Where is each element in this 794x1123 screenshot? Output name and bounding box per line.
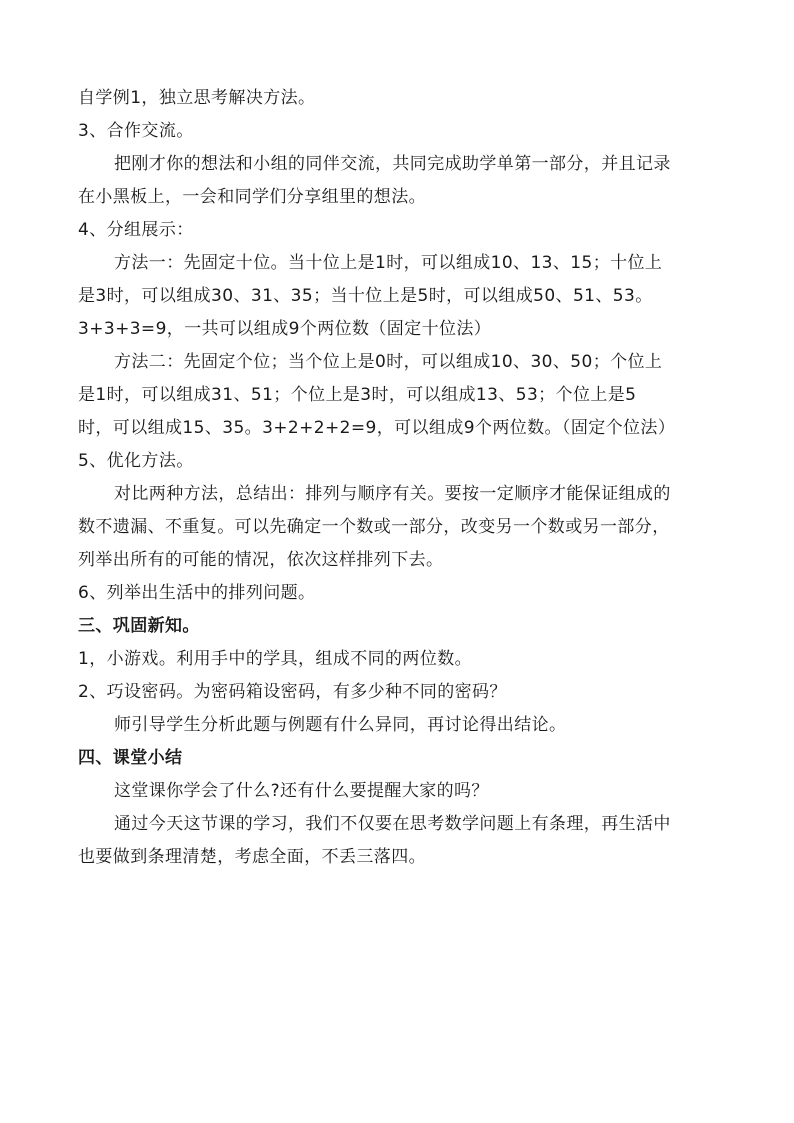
paragraph-line: 方法一：先固定十位。当十位上是1时，可以组成10、13、15；十位上	[114, 253, 663, 273]
paragraph-line: 师引导学生分析此题与例题有什么异同，再讨论得出结论。	[114, 715, 567, 735]
chapter-heading: 三、巩固新知。	[78, 616, 200, 636]
paragraph-line: 对比两种方法，总结出：排列与顺序有关。要按一定顺序才能保证组成的	[114, 484, 671, 504]
paragraph-line: 数不遗漏、不重复。可以先确定一个数或一部分，改变另一个数或另一部分，	[78, 517, 670, 537]
document-page	[78, 82, 718, 874]
paragraph-line: 时，可以组成15、35。3+2+2+2=9，可以组成9个两位数。（固定个位法）	[78, 418, 676, 438]
section-heading: 3、合作交流。	[78, 121, 194, 141]
paragraph-line: 在小黑板上，一会和同学们分享组里的想法。	[78, 187, 426, 207]
paragraph-line: 通过今天这节课的学习，我们不仅要在思考数学问题上有条理，再生活中	[114, 814, 671, 834]
paragraph-line: 3+3+3=9，一共可以组成9个两位数（固定十位法）	[78, 319, 492, 339]
chapter-heading: 四、课堂小结	[78, 748, 183, 768]
paragraph-line: 方法二：先固定个位；当个位上是0时，可以组成10、30、50；个位上	[114, 352, 663, 372]
text-line: 自学例1，独立思考解决方法。	[78, 88, 316, 108]
paragraph-line: 也要做到条理清楚，考虑全面，不丢三落四。	[78, 847, 426, 867]
paragraph-line: 列举出所有的可能的情况，依次这样排列下去。	[78, 550, 444, 570]
paragraph-line: 是3时，可以组成30、31、35；当十位上是5时，可以组成50、51、53。	[78, 286, 653, 306]
list-item: 2、巧设密码。为密码箱设密码，有多少种不同的密码？	[78, 682, 507, 702]
section-heading: 4、分组展示：	[78, 220, 194, 240]
paragraph-line: 是1时，可以组成31、51；个位上是3时，可以组成13、53；个位上是5	[78, 385, 637, 405]
paragraph-line: 把刚才你的想法和小组的同伴交流，共同完成助学单第一部分，并且记录	[114, 154, 671, 174]
section-heading: 6、列举出生活中的排列问题。	[78, 583, 316, 603]
list-item: 1，小游戏。利用手中的学具，组成不同的两位数。	[78, 649, 473, 669]
section-heading: 5、优化方法。	[78, 451, 194, 471]
paragraph-line: 这堂课你学会了什么?还有什么要提醒大家的吗？	[114, 781, 489, 801]
